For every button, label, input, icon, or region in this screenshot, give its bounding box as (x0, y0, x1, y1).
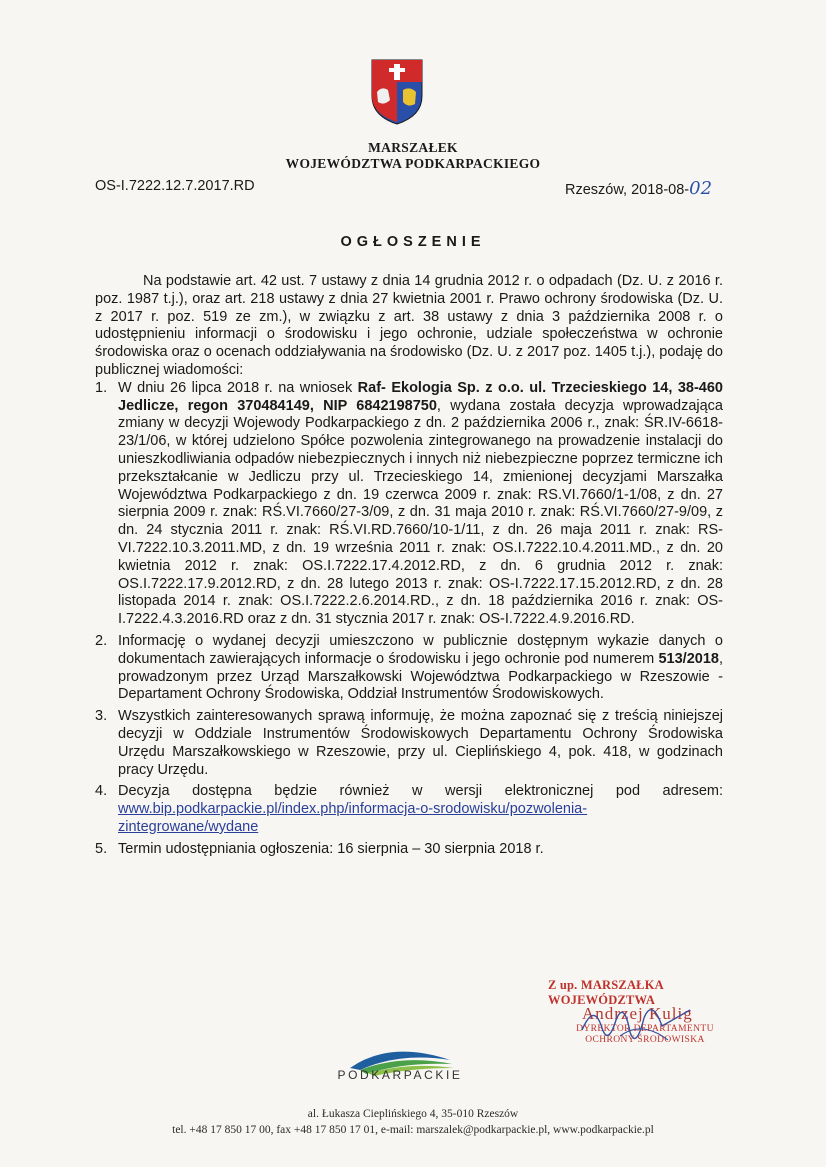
city-date-printed: Rzeszów, 2018-08- (565, 182, 690, 198)
point-number: 4. (95, 783, 108, 800)
intro-paragraph: Na podstawie art. 42 ust. 7 ustawy z dnia 14 grudnia 2012 r. o odpadach (Dz. U. z 2016 r. poz. 1987 t.j.), oraz art. 218 ustawy z dnia 27 kwietnia 2001 r. Prawo ochrony środowiska (Dz. U. z 2017 r. poz. 519 ze zm.), w związku z art. 38 ustawy z dnia 3 października 2008 r. o udostępnieniu informacji o środowisku i jego ochronie, udziale społeczeństwa w ochronie środowiska oraz o ocenach oddziaływania na środowisko (Dz. U. z 2017 poz. 1405 t.j.), podaję do publicznej wiadomości: (95, 273, 723, 378)
page-footer (0, 1106, 826, 1138)
point-5-text: Termin udostępniania ogłoszenia: 16 sierpnia – 30 sierpnia 2018 r. (118, 840, 544, 857)
point-2-text-before: Informację o wydanej decyzji umieszczono w publicznie dostępnym wykazie danych o dokumentach zawierających informacje o środowisku i jego ochronie pod numerem (118, 632, 723, 667)
bip-link[interactable]: www.bip.podkarpackie.pl/index.php/informacja-o-srodowisku/pozwolenia-zintegrowane/wydane (118, 801, 588, 835)
list-item (95, 633, 723, 704)
point-4-text: Decyzja dostępna będzie również w wersji elektronicznej pod adresem: (118, 783, 723, 800)
list-item (95, 708, 723, 779)
document-title: OGŁOSZENIE (340, 234, 486, 250)
logo-text: PODKARPACKIE (337, 1068, 463, 1082)
reference-number: OS-I.7222.12.7.2017.RD (95, 178, 255, 194)
points-list (95, 380, 723, 859)
point-number: 1. (95, 379, 108, 396)
city-date (565, 178, 712, 199)
footer-contact: tel. +48 17 850 17 00, fax +48 17 850 17 01, e-mail: marszalek@podkarpackie.pl, www.podkarpackie.pl (172, 1124, 654, 1136)
handwritten-signature-icon (572, 990, 702, 1060)
point-number: 5. (95, 840, 108, 857)
point-1-applicant: Raf- Ekologia Sp. z o.o. ul. Trzecieskiego 14, 38-460 Jedlicze, regon 370484149, NIP 6842198750 (118, 379, 723, 414)
issuer-header (0, 140, 826, 172)
stamp-authorization: Z up. MARSZAŁKA WOJEWÓDZTWA (548, 978, 664, 1007)
point-number: 2. (95, 632, 108, 649)
footer-address: al. Łukasza Cieplińskiego 4, 35-010 Rzeszów (307, 1108, 519, 1120)
point-2-text-after: , prowadzonym przez Urząd Marszałkowski Województwa Podkarpackiego w Rzeszowie - Departament Ochrony Środowiska, Oddział Instrumentów Środowiskowych. (118, 650, 723, 703)
point-3-text: Wszystkich zainteresowanych sprawą informuję, że można zapoznać się z treścią niniejszej decyzji w Oddziale Instrumentów Środowiskowych Departamentu Ochrony Środowiska Urzędu Marszałkowskiego w Rzeszowie, przy ul. Cieplińskiego 4, pok. 418, w godzinach pracy Urzędu. (118, 708, 723, 778)
list-item (95, 783, 723, 836)
point-1-text-before: W dniu 26 lipca 2018 r. na wniosek (118, 379, 358, 396)
stamp-name: Andrzej Kulig (582, 1004, 693, 1023)
point-1-text-after: , wydana została decyzja wprowadzająca zmiany w decyzji Wojewody Podkarpackiego z dn. 2 października 2006 r., znak: ŚR.IV-6618-23/1/06, w której udzielono Spółce pozwolenia zintegrowanego na prowadzenie instalacji do unieszkodliwiania odpadów niebezpiecznych i innych niż niebezpieczne poprzez termiczne ich przekształcanie w Jedliczu przy ul. Trzecieskiego 14, zmienionej decyzjami Marszałka Województwa Podkarpackiego z dn. 19 czerwca 2009 r. znak: RS.VI.7660/1-1/08, z dn. 27 sierpnia 2009 r. znak: RŚ.VI.7660/27-3/09, z dn. 31 maja 2010 r. znak: RŚ.VI.7660/27-9/09, z dn. 24 stycznia 2011 r. znak: RŚ.VI.RD.7660/10-1/11, z dn. 26 maja 2011 r. znak: RS-VI.7222.10.3.2011.MD, z dn. 19 września 2011 r. znak: OS.I.7222.10.4.2011.MD., z dn. 20 kwietnia 2012 r. znak: OS.I.7222.17.4.2012.RD, z dn. 6 grudnia 2012 r. znak: OS.I.7222.17.9.2012.RD, z dn. 28 lutego 2013 r. znak: OS-I.7222.17.15.2012.RD, z dn. 28 listopada 2014 r. znak: OS.I.7222.2.6.2014.RD., z dn. 18 października 2016 r. znak: OS-I.7222.4.3.2016.RD oraz z dn. 31 stycznia 2017 r. znak: OS-I.7222.4.9.2016.RD. (118, 397, 723, 628)
point-2-register-number: 513/2018 (658, 650, 719, 667)
list-item (95, 380, 723, 629)
stamp-title-line-2: OCHRONY ŚRODOWISKA (585, 1035, 705, 1045)
issuer-line-1: MARSZAŁEK (368, 140, 458, 155)
point-number: 3. (95, 708, 108, 725)
date-handwritten: 02 (689, 178, 713, 199)
document-body (95, 273, 723, 863)
stamp-title-line-1: DYREKTOR DEPARTAMENTU (576, 1024, 714, 1034)
issuer-line-2: WOJEWÓDZTWA PODKARPACKIEGO (285, 156, 541, 171)
voivodeship-crest-icon (366, 56, 428, 126)
list-item (95, 841, 723, 859)
